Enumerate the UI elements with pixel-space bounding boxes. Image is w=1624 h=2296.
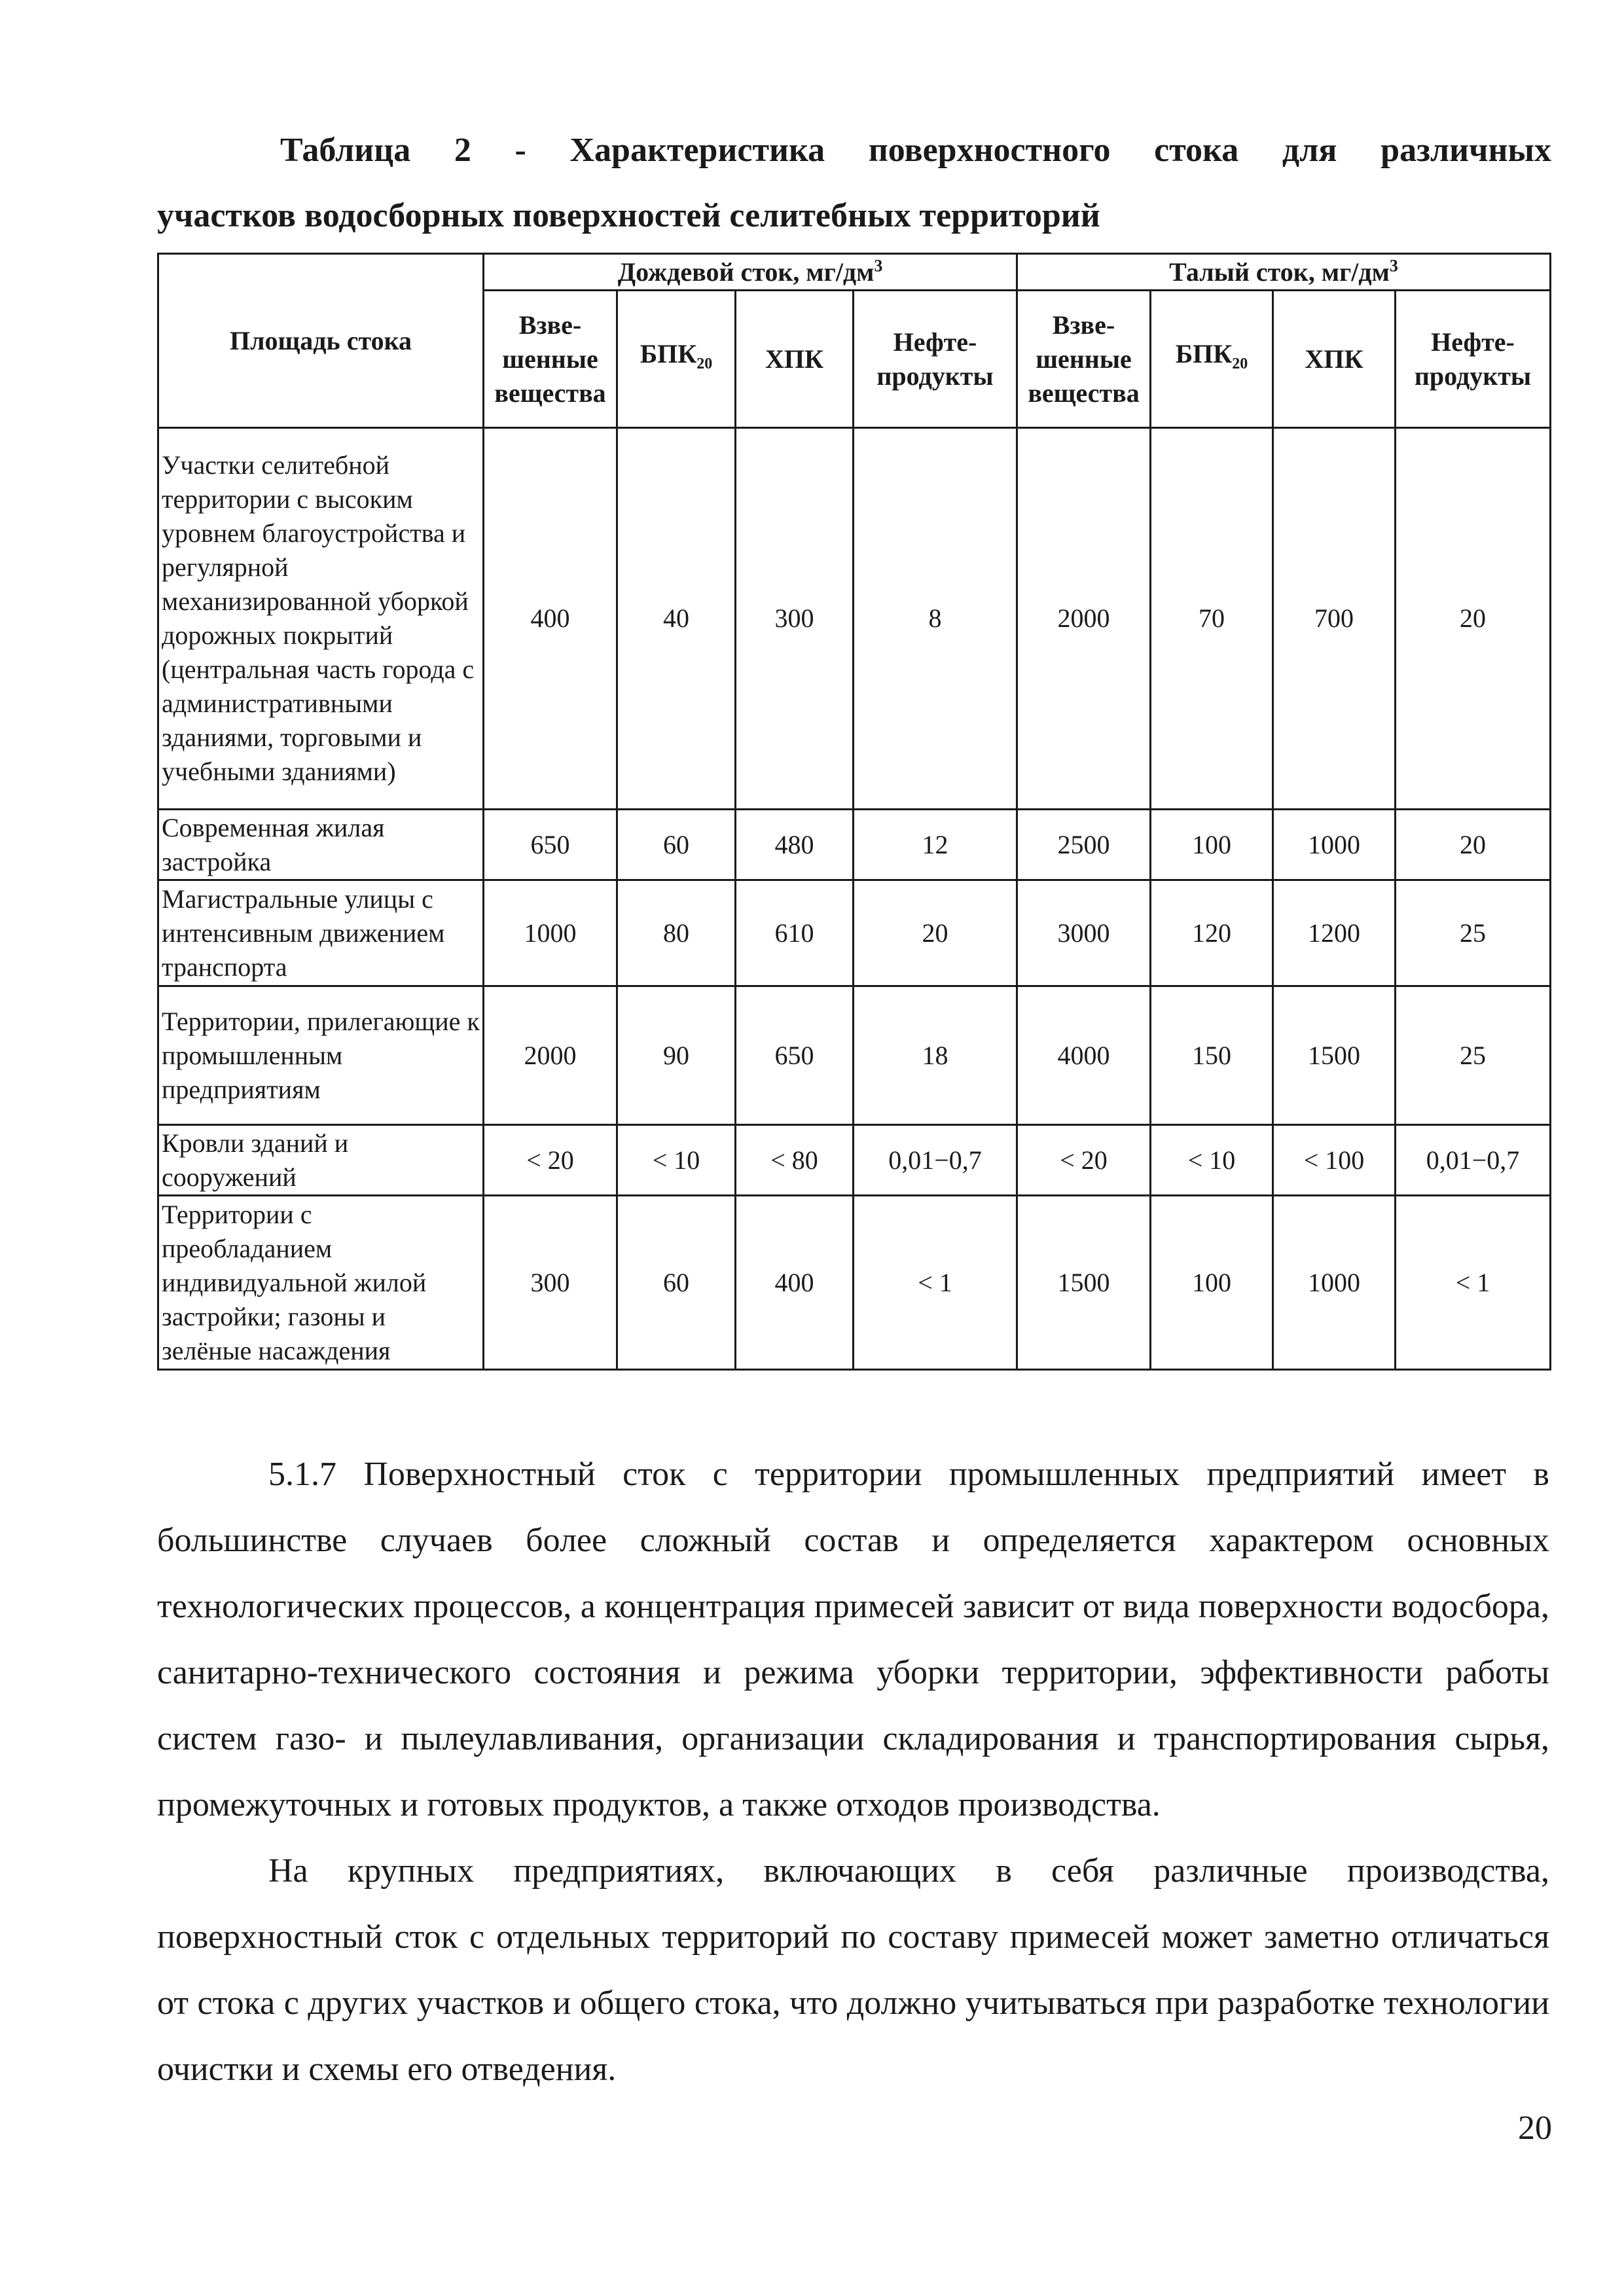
cell-value: 400 [484,428,617,810]
header-rain-label: Дождевой сток, мг/дм [617,257,875,287]
row-name: Территории, прилегающие к промышленным предприятиям [158,986,484,1125]
table-row [158,810,1551,880]
cell-value: 700 [1273,428,1396,810]
caption-line-2: участков водосборных поверхностей селитебных территорий [157,197,1100,234]
cell-value: 60 [617,1196,736,1370]
cell-value: < 1 [1396,1196,1551,1370]
cell-value: < 80 [736,1125,854,1196]
cell-value: 650 [484,810,617,880]
header-area: Площадь стока [158,254,484,428]
cell-value: 25 [1396,880,1551,986]
cell-value: < 20 [1017,1125,1151,1196]
header-rain-bpk-label: БПК [640,339,697,368]
row-name: Территории с преобладанием индивидуальной жилой застройки; газоны и зелёные насаждения [158,1196,484,1370]
cell-value: 12 [854,810,1017,880]
cell-value: 3000 [1017,880,1151,986]
table-row [158,880,1551,986]
header-rain-bpk [617,291,736,428]
header-melt-bpk-sub: 20 [1232,355,1248,372]
row-name: Кровли зданий и сооружений [158,1125,484,1196]
cell-value: 1000 [1273,810,1396,880]
cell-value: 480 [736,810,854,880]
cell-value: 2500 [1017,810,1151,880]
cell-value: 400 [736,1196,854,1370]
cell-value: < 1 [854,1196,1017,1370]
header-rain-suspended: Взве-шенные вещества [484,291,617,428]
row-name: Участки селитебной территории с высоким уровнем благоустройства и регулярной механизированной уборкой дорожных покрытий (центральная часть города с административными зданиями, торговыми и учебными зданиями) [158,428,484,810]
cell-value: 20 [1396,810,1551,880]
cell-value: 1200 [1273,880,1396,986]
header-melt-group [1017,254,1551,291]
cell-value: 70 [1151,428,1273,810]
header-melt-hpk: ХПК [1273,291,1396,428]
cell-value: 300 [736,428,854,810]
header-rain-hpk: ХПК [736,291,854,428]
row-name: Современная жилая застройка [158,810,484,880]
cell-value: 20 [854,880,1017,986]
table-row [158,986,1551,1125]
cell-value: 80 [617,880,736,986]
table-row [158,1125,1551,1196]
cell-value: < 100 [1273,1125,1396,1196]
table-row [158,1196,1551,1370]
cell-value: 1500 [1273,986,1396,1125]
header-melt-bpk-label: БПК [1175,339,1233,368]
cell-value: 0,01−0,7 [854,1125,1017,1196]
cell-value: 150 [1151,986,1273,1125]
cell-value: 1500 [1017,1196,1151,1370]
header-melt-bpk [1151,291,1273,428]
cell-value: 1000 [484,880,617,986]
cell-value: 4000 [1017,986,1151,1125]
header-melt-oil: Нефте-продукты [1396,291,1551,428]
cell-value: 90 [617,986,736,1125]
table-caption [157,118,1551,249]
header-rain-unit-sup: 3 [874,256,883,276]
caption-line-1: Таблица 2 - Характеристика поверхностного стока для различных [280,132,1551,169]
table-row [158,428,1551,810]
cell-value: 100 [1151,810,1273,880]
header-rain-oil: Нефте-продукты [854,291,1017,428]
page-number: 20 [1518,2109,1552,2147]
paragraph-large-enterprises: На крупных предприятиях, включающих в себя различные производства, поверхностный сток с отдельных территорий по составу примесей может заметно отличаться от стока с других участков и общего стока, что должно учитываться при разработке технологии очистки и схемы его отведения. [157,1852,1549,2088]
cell-value: 20 [1396,428,1551,810]
cell-value: 25 [1396,986,1551,1125]
cell-value: 18 [854,986,1017,1125]
cell-value: 0,01−0,7 [1396,1125,1551,1196]
cell-value: 8 [854,428,1017,810]
header-rain-bpk-sub: 20 [696,355,713,372]
header-melt-suspended: Взве-шенные вещества [1017,291,1151,428]
paragraph-5-1-7: 5.1.7 Поверхностный сток с территории промышленных предприятий имеет в большинстве случаев более сложный состав и определяется характером основных технологических процессов, а концентрация примесей зависит от вида поверхности водосбора, санитарно-технического состояния и режима уборки территории, эффективности работы систем газо- и пылеулавливания, организации складирования и транспортирования сырья, промежуточных и готовых продуктов, а также отходов производства. [157,1456,1549,1823]
runoff-table [157,253,1551,1371]
header-melt-label: Талый сток, мг/дм [1169,257,1390,287]
cell-value: 60 [617,810,736,880]
cell-value: < 10 [617,1125,736,1196]
cell-value: 2000 [484,986,617,1125]
cell-value: 40 [617,428,736,810]
cell-value: 100 [1151,1196,1273,1370]
cell-value: 2000 [1017,428,1151,810]
cell-value: 650 [736,986,854,1125]
cell-value: < 20 [484,1125,617,1196]
row-name: Магистральные улицы с интенсивным движением транспорта [158,880,484,986]
cell-value: < 10 [1151,1125,1273,1196]
cell-value: 610 [736,880,854,986]
cell-value: 300 [484,1196,617,1370]
cell-value: 120 [1151,880,1273,986]
header-melt-unit-sup: 3 [1389,256,1398,276]
header-rain-group [484,254,1017,291]
cell-value: 1000 [1273,1196,1396,1370]
body-text [157,1441,1549,2102]
